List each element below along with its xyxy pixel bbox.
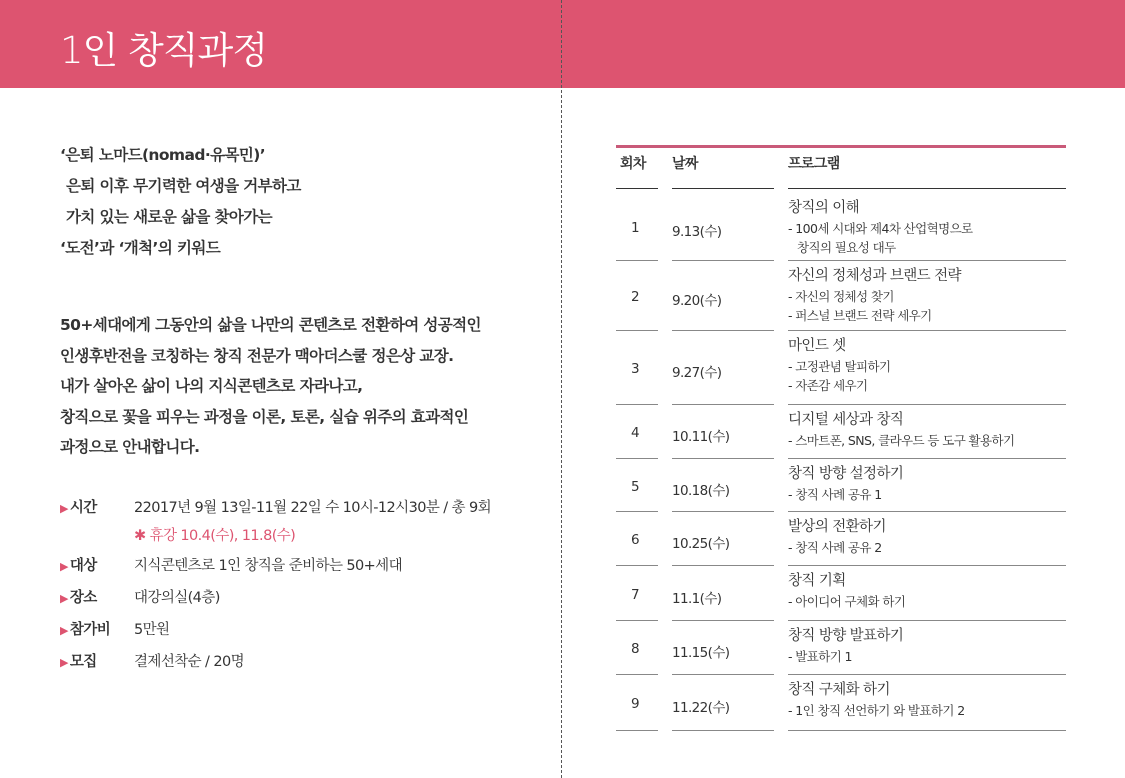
table-row: [616, 568, 1066, 623]
description-line: 50+세대에게 그동안의 삶을 나만의 콘텐츠로 전환하여 성공적인: [60, 316, 481, 334]
header-round: 회차: [620, 156, 646, 172]
program-cell: [788, 198, 973, 257]
row-rule: [616, 458, 658, 459]
table-row: [616, 514, 1066, 568]
row-rule: [616, 404, 658, 405]
session-date: 10.25(수): [672, 536, 730, 552]
round-number: 1: [631, 220, 640, 236]
program-title: 마인드 셋: [788, 338, 846, 354]
info-label-text: 시간: [69, 500, 97, 516]
page-title: 1인 창직과정: [60, 29, 268, 72]
bullet-triangle-icon: ▶: [60, 502, 68, 515]
program-detail: - 퍼스널 브랜드 전략 세우기: [788, 308, 932, 323]
bullet-triangle-icon: ▶: [60, 592, 68, 605]
description-line: 창직으로 꽃을 피우는 과정을 이론, 토론, 실습 위주의 효과적인: [60, 407, 469, 426]
program-cell: [788, 410, 1014, 450]
row-rule: [616, 620, 658, 621]
session-date: 9.20(수): [672, 293, 722, 309]
program-title: 창직 기획: [788, 573, 846, 589]
program-detail: - 1인 창직 선언하기 와 발표하기 2: [788, 703, 965, 718]
row-rule: [788, 674, 1066, 675]
table-row: [616, 195, 1066, 263]
program-cell: [788, 336, 890, 395]
header-rule: [616, 188, 658, 189]
table-row: [616, 333, 1066, 407]
program-detail: - 자신의 정체성 찾기: [788, 289, 894, 304]
program-cell: [788, 464, 903, 504]
info-label-fee: [60, 618, 110, 639]
round-number: 6: [631, 532, 640, 548]
header-rule: [788, 188, 1066, 189]
row-rule: [788, 565, 1066, 566]
info-row-recruit: [60, 646, 550, 678]
row-rule: [788, 511, 1066, 512]
program-detail: - 100세 시대와 제4차 산업혁명으로: [788, 221, 973, 236]
program-detail: - 창직 사례 공유 1: [788, 487, 882, 502]
round-number: 5: [631, 479, 640, 495]
info-label-target: [60, 554, 97, 575]
info-label-recruit: [60, 650, 97, 671]
table-row: [616, 461, 1066, 514]
program-cell: [788, 517, 886, 557]
info-row-place: [60, 582, 550, 614]
table-row: [616, 407, 1066, 461]
bullet-triangle-icon: ▶: [60, 624, 68, 637]
row-rule: [672, 620, 774, 621]
info-row-target: [60, 550, 550, 582]
info-row-time: [60, 492, 550, 550]
row-rule: [672, 404, 774, 405]
row-rule: [672, 565, 774, 566]
bullet-triangle-icon: ▶: [60, 656, 68, 669]
info-value-place: 대강의실(4층): [134, 590, 220, 606]
row-rule: [616, 565, 658, 566]
round-number: 4: [631, 425, 640, 441]
fold-line: [561, 0, 562, 778]
info-row-fee: [60, 614, 550, 646]
program-title: 창직 방향 설정하기: [788, 466, 904, 482]
program-cell: [788, 571, 905, 611]
program-detail: - 고정관념 탈피하기: [788, 359, 891, 374]
row-rule: [672, 458, 774, 459]
table-row: [616, 677, 1066, 733]
row-rule: [616, 730, 658, 731]
program-title: 창직 구체화 하기: [788, 682, 890, 698]
header-rule: [672, 188, 774, 189]
program-detail: - 창직 사례 공유 2: [788, 540, 882, 555]
intro-line: 가치 있는 새로운 삶을 찾아가는: [66, 208, 273, 226]
intro-line: 은퇴 이후 무기력한 여생을 거부하고: [66, 177, 301, 195]
program-detail: - 발표하기 1: [788, 649, 852, 664]
program-detail: - 스마트폰, SNS, 클라우드 등 도구 활용하기: [788, 433, 1015, 448]
session-date: 9.27(수): [672, 365, 722, 381]
program-title: 창직의 이해: [788, 200, 860, 216]
intro-line: ‘은퇴 노마드(nomad·유목민)’: [60, 146, 266, 164]
round-number: 9: [631, 696, 640, 712]
session-date: 11.1(수): [672, 591, 722, 607]
info-label-text: 대상: [69, 558, 97, 574]
program-cell: [788, 626, 903, 666]
program-cell: [788, 680, 965, 720]
row-rule: [616, 674, 658, 675]
intro-block: [60, 140, 500, 264]
program-title: 창직 방향 발표하기: [788, 628, 904, 644]
program-detail: - 자존감 세우기: [788, 378, 868, 393]
round-number: 2: [631, 289, 640, 305]
description-block: [60, 310, 540, 463]
program-detail: 창직의 필요성 대두: [797, 240, 896, 255]
info-value-recruit: 결제선착순 / 20명: [134, 654, 244, 670]
info-label-text: 장소: [69, 590, 97, 606]
description-line: 내가 살아온 삶이 나의 지식콘텐츠로 자라나고,: [60, 377, 363, 395]
program-title: 발상의 전환하기: [788, 519, 886, 535]
bullet-triangle-icon: ▶: [60, 560, 68, 573]
info-list: [60, 492, 550, 678]
program-cell: [788, 266, 961, 325]
round-number: 3: [631, 361, 640, 377]
info-value-time: 22017년 9월 13일-11월 22일 수 10시-12시30분 / 총 9회: [134, 500, 491, 516]
row-rule: [788, 458, 1066, 459]
table-row: [616, 623, 1066, 677]
program-title: 자신의 정체성과 브랜드 전략: [788, 268, 961, 284]
row-rule: [672, 330, 774, 331]
info-label-text: 모집: [69, 654, 97, 670]
info-value-target: 지식콘텐츠로 1인 창직을 준비하는 50+세대: [134, 558, 402, 574]
round-number: 7: [631, 587, 640, 603]
session-date: 11.15(수): [672, 645, 730, 661]
header-date: 날짜: [672, 156, 698, 172]
row-rule: [788, 260, 1066, 261]
session-date: 10.18(수): [672, 483, 730, 499]
intro-line: ‘도전’과 ‘개척’의 키워드: [60, 239, 221, 257]
info-value-fee: 5만원: [134, 622, 170, 638]
row-rule: [788, 330, 1066, 331]
row-rule: [672, 511, 774, 512]
info-label-text: 참가비: [69, 622, 111, 638]
session-date: 9.13(수): [672, 224, 722, 240]
info-label-place: [60, 586, 97, 607]
program-detail: - 아이디어 구체화 하기: [788, 594, 906, 609]
description-line: 인생후반전을 코칭하는 창직 전문가 맥아더스쿨 정은상 교장.: [60, 346, 454, 365]
row-rule: [788, 404, 1066, 405]
row-rule: [672, 730, 774, 731]
title-banner: [0, 0, 1125, 88]
row-rule: [788, 620, 1066, 621]
row-rule: [616, 260, 658, 261]
description-line: 과정으로 안내합니다.: [60, 438, 200, 456]
info-note-break: ✱ 휴강 10.4(수), 11.8(수): [134, 528, 296, 544]
row-rule: [788, 730, 1066, 731]
program-title: 디지털 세상과 창직: [788, 412, 904, 428]
row-rule: [672, 260, 774, 261]
row-rule: [616, 330, 658, 331]
table-top-rule: [616, 145, 1066, 148]
header-program: 프로그램: [788, 156, 840, 172]
row-rule: [616, 511, 658, 512]
session-date: 11.22(수): [672, 700, 730, 716]
session-date: 10.11(수): [672, 429, 730, 445]
row-rule: [672, 674, 774, 675]
round-number: 8: [631, 641, 640, 657]
table-row: [616, 263, 1066, 333]
info-label-time: [60, 496, 97, 517]
